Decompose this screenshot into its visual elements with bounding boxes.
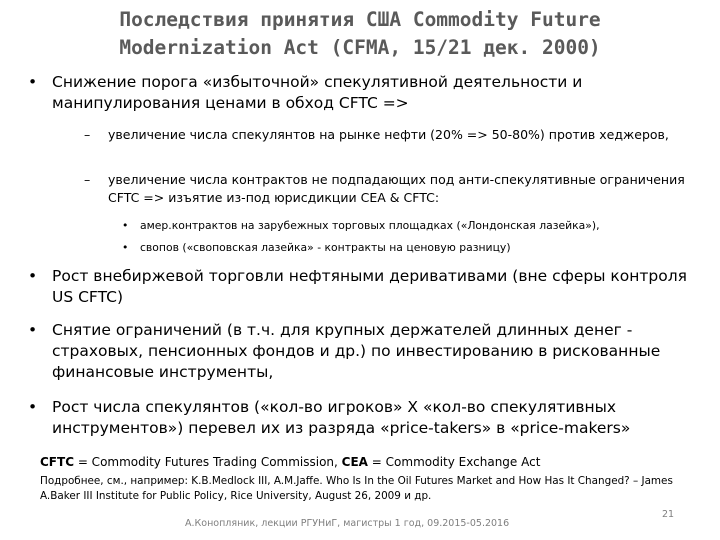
bullet-text: Рост внебиржевой торговли нефтяными деривативами (вне сферы контроля US CFTC): [52, 267, 687, 306]
subsubbullet-london-loophole: [122, 219, 705, 233]
slide-footer: А.Конопляник, лекции РГУНиГ, магистры 1 год, 09.2015-05.2016: [185, 518, 510, 529]
bullet-restrictions-lifted: [28, 320, 702, 383]
cea-definition: = Commodity Exchange Act: [367, 455, 541, 469]
bullet-mark: •: [28, 73, 38, 91]
bullet-mark: •: [28, 267, 38, 285]
bullet-otc-growth: [28, 266, 702, 308]
bullet-mark: •: [28, 321, 38, 339]
subbullet-text: увеличение числа спекулянтов на рынке нефти (20% => 50-80%) против хеджеров,: [108, 127, 669, 142]
bullet-text: Снятие ограничений (в т.ч. для крупных держателей длинных денег - страховых, пенсионных фондов и др.) по инвестированию в рискованные финансовые инструменты,: [52, 321, 661, 381]
dash-mark: –: [84, 172, 91, 187]
bullet-mark: •: [122, 241, 129, 254]
bullet-text: Рост числа спекулянтов («кол-во игроков» Х «кол-во спекулятивных инструментов») перевел их из разряда «price-takers» в «price-makers»: [52, 398, 631, 437]
further-reading-note: Подробнее, см., например: K.B.Medlock III, A.M.Jaffe. Who Is In the Oil Futures Market and How Has It Changed? – James A.Baker III Institute for Public Policy, Rice University, August 26, 2009 и др.: [40, 475, 673, 502]
bullet-speculators-growth: [28, 397, 702, 439]
page-number: 21: [662, 509, 675, 520]
cftc-abbreviation: CFTC: [40, 455, 74, 469]
bullet-mark: •: [28, 398, 38, 416]
subbullet-contracts-increase: [84, 171, 698, 206]
title-line-1: Последствия принятия США Commodity Future: [119, 8, 601, 31]
subbullet-text: увеличение числа контрактов не подпадающих под анти-спекулятивные ограничения CFTC => изъятие из-под юрисдикции CEA & CFTC:: [108, 172, 685, 205]
subsubbullet-text: амер.контрактов на зарубежных торговых площадках («Лондонская лазейка»),: [140, 219, 600, 232]
cftc-definition: = Commodity Futures Trading Commission,: [74, 455, 342, 469]
subsubbullet-text: свопов («своповская лазейка» - контракты на ценовую разницу): [140, 241, 511, 254]
bullet-text: Снижение порога «избыточной» спекулятивной деятельности и манипулирования ценами в обход CFTC =>: [52, 73, 583, 112]
slide-title: [10, 6, 710, 62]
cea-abbreviation: CEA: [341, 455, 368, 469]
abbreviation-definitions: [40, 454, 700, 470]
subbullet-speculators-increase: [84, 126, 698, 144]
dash-mark: –: [84, 127, 91, 142]
title-line-2: Modernization Act (CFMA, 15/21 дек. 2000): [119, 36, 601, 59]
subsubbullet-swap-loophole: [122, 241, 705, 255]
bullet-mark: •: [122, 219, 129, 232]
bullet-speculation-threshold: [28, 72, 702, 114]
